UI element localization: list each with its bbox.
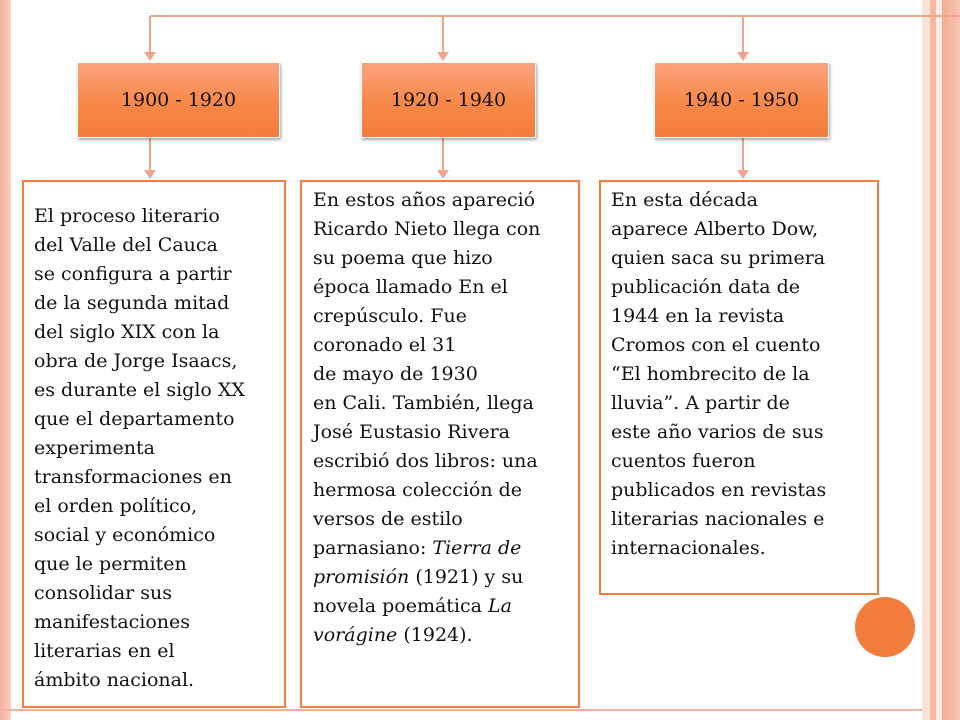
description-text: En esta década aparece Alberto Dow, quien saca su primera publicación data de 1944 en la revista Cromos con el cuento “El hombrecito de la lluvia”. A partir de este año varios de sus cuentos fueron publicados en revistas literarias nacionales e internacionales. [611, 189, 827, 559]
arrowhead-top-2 [437, 52, 449, 61]
description-box-3 [599, 180, 879, 595]
book-title-tierra-de-promision: Tierra de promisión [313, 537, 522, 588]
arrowhead-bottom-3 [737, 170, 749, 179]
description-text-part: En estos años apareció Ricardo Nieto llega con su poema que hizo época llamado En el crepúsculo. Fue coronado el 31 de mayo de 1930 en Cali. También, llega José Eustasio Rivera escribió dos libros: una hermosa colección de versos de estilo parnasiano: [313, 189, 541, 559]
arrowhead-top-1 [144, 52, 156, 61]
period-box-1940-1950 [654, 62, 829, 138]
description-text: El proceso literario del Valle del Cauca se configura a partir de la segunda mitad del siglo XIX con la obra de Jorge Isaacs, es durante el siglo XX que el departamento experimenta transformaciones en el orden político, social y económico que le permiten consolidar sus manifestaciones literarias en el ámbito nacional. [34, 205, 245, 691]
period-label: 1940 - 1950 [683, 89, 800, 111]
description-box-2 [300, 180, 580, 708]
book-title-la-voragine: La vorágine [313, 595, 512, 646]
period-box-1900-1920 [77, 62, 280, 138]
description-text-part: (1924). [397, 624, 473, 646]
period-box-1920-1940 [361, 62, 536, 138]
arrowhead-top-3 [737, 52, 749, 61]
decorative-circle [855, 597, 915, 657]
arrowhead-bottom-1 [144, 170, 156, 179]
description-text [313, 186, 578, 650]
period-label: 1900 - 1920 [120, 89, 237, 111]
description-box-1 [22, 180, 286, 708]
period-label: 1920 - 1940 [390, 89, 507, 111]
description-text-part: (1921) y su novela poemática [313, 566, 524, 617]
arrowhead-bottom-2 [437, 170, 449, 179]
